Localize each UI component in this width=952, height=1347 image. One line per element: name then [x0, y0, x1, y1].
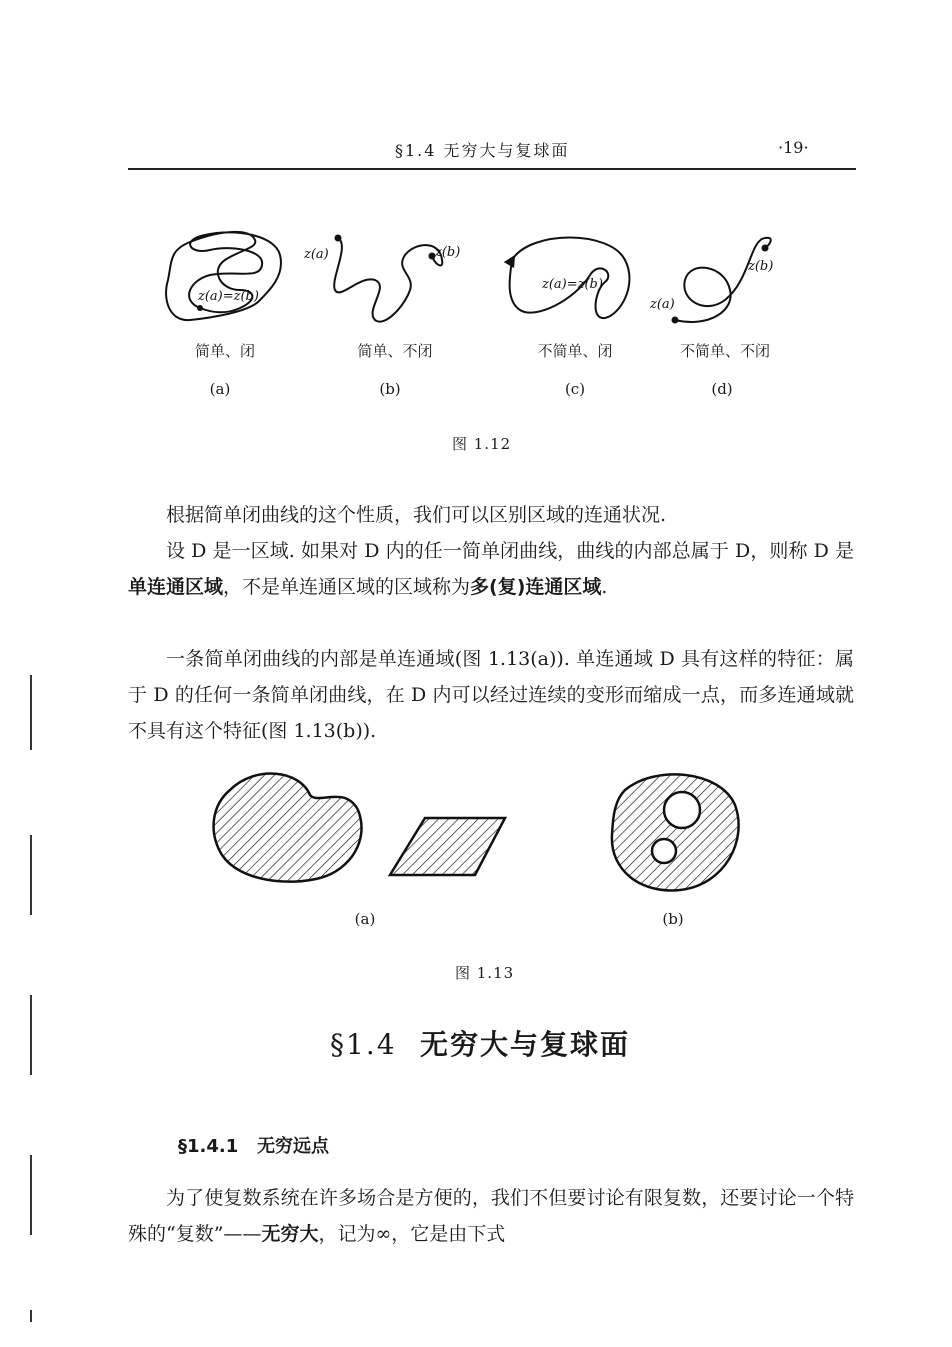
region-blob: [214, 774, 362, 882]
annotation-d-end: z(b): [748, 259, 774, 274]
section-title: 无穷大与复球面: [420, 1028, 631, 1061]
hole-2: [652, 839, 676, 863]
term-multiply-connected: 多(复)连通区域: [470, 576, 602, 598]
hole-1: [664, 792, 700, 828]
figure-1-12-label-a: 简单、闭: [194, 342, 255, 360]
section-number: §1.4: [330, 1028, 397, 1061]
page-number: ·19·: [778, 138, 809, 157]
paragraph-2: [128, 533, 854, 605]
paragraph-2-text-a: 设 D 是一区域. 如果对 D 内的任一简单闭曲线，曲线的内部总属于 D，则称 D 是: [166, 540, 854, 562]
paragraph-1: 根据简单闭曲线的这个性质，我们可以区别区域的连通状况.: [166, 504, 667, 526]
figure-1-12-letter-a: (a): [209, 380, 231, 398]
curve-d: [649, 238, 773, 324]
figure-1-12-letter-c: (c): [564, 380, 586, 398]
section-heading: [330, 1023, 630, 1063]
figure-1-13-letter-b: (b): [662, 910, 684, 928]
annotation-b-start: z(a): [304, 247, 329, 262]
subsection-heading: [178, 1132, 329, 1158]
scan-margin-mark-1: [30, 675, 32, 750]
figure-1-13-letter-a: (a): [354, 910, 376, 928]
annotation-c: z(a)=z(b): [542, 277, 603, 292]
annotation-b-end: z(b): [435, 245, 461, 260]
paragraph-4-text-c: ，记为∞，它是由下式: [318, 1223, 506, 1245]
figure-1-12-label-b: 简单、不闭: [357, 342, 433, 360]
subsection-number: §1.4.1: [178, 1136, 239, 1157]
running-header-title: §1.4 无穷大与复球面: [395, 141, 570, 160]
figure-1-12-drawing: [150, 220, 800, 335]
term-simply-connected: 单连通区域: [128, 576, 224, 598]
curve-b: [303, 235, 460, 322]
region-multiply-connected: [612, 774, 739, 890]
figure-1-12-label-d: 不简单、不闭: [679, 342, 770, 360]
curve-a: [166, 232, 281, 320]
annotation-d-start: z(a): [650, 297, 675, 312]
figure-1-12-letter-b: (b): [379, 380, 401, 398]
figure-1-13-caption: 图 1.13: [455, 964, 515, 982]
scan-margin-mark-4: [30, 1155, 32, 1235]
scan-margin-mark-5: [30, 1310, 32, 1322]
paragraph-4-text-a: 为了使复数系统在许多场合是方便的，我们不但要讨论有限复数，还要讨论一个特殊的“复数”——: [128, 1187, 854, 1245]
figure-1-12-caption: 图 1.12: [452, 435, 512, 453]
paragraph-2-text-d: .: [601, 576, 608, 598]
paragraph-2-text-c: ，不是单连通区域的区域称为: [223, 576, 471, 598]
scan-margin-mark-2: [30, 835, 32, 915]
region-parallelogram: [390, 818, 505, 875]
curve-c: [510, 238, 630, 319]
figure-1-13-drawing: [200, 760, 760, 900]
term-infinity: 无穷大: [261, 1223, 319, 1245]
paragraph-4: [128, 1180, 854, 1252]
subsection-title: 无穷远点: [257, 1136, 330, 1157]
figure-1-12-label-c: 不简单、闭: [537, 342, 613, 360]
figure-1-12-letter-d: (d): [711, 380, 733, 398]
header-rule: [128, 168, 856, 170]
scan-margin-mark-3: [30, 995, 32, 1075]
paragraph-3: 一条简单闭曲线的内部是单连通域(图 1.13(a)). 单连通域 D 具有这样的特征：属于 D 的任何一条简单闭曲线，在 D 内可以经过连续的变形而缩成一点，而多连通域就不具有这个特征(图 1.13(b)).: [128, 648, 854, 742]
annotation-a: z(a)=z(b): [198, 289, 259, 304]
